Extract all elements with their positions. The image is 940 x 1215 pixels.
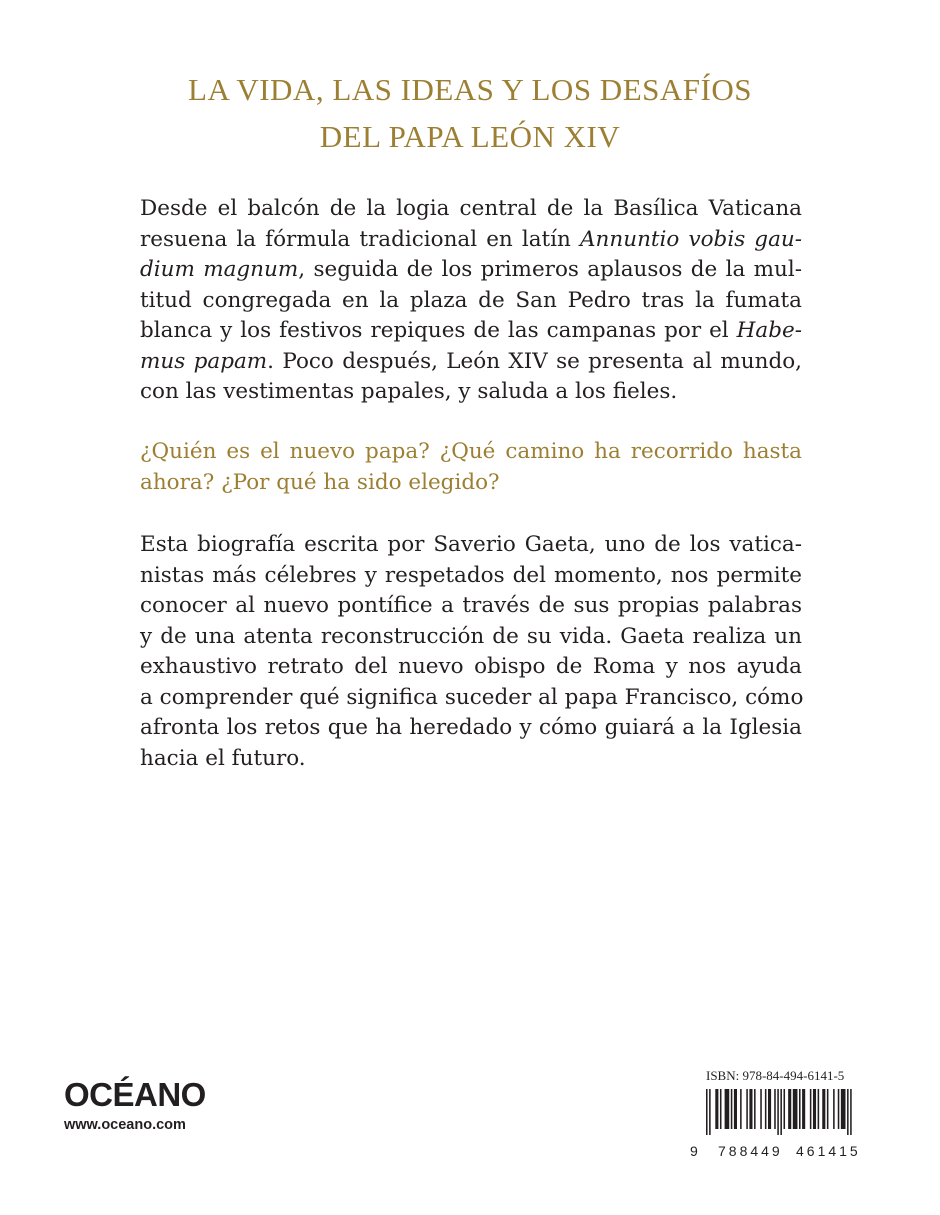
paragraph-line: mus papam. Poco después, León XIV se presenta al mundo, — [140, 348, 802, 374]
barcode-bar — [793, 1089, 798, 1129]
barcode-bar — [813, 1089, 816, 1129]
barcode-bar — [715, 1089, 718, 1129]
barcode-bar — [802, 1089, 805, 1129]
paragraph-line: a comprender qué significa suceder al papa Francisco, cómo — [140, 684, 804, 710]
barcode-bar — [706, 1089, 708, 1135]
barcode-bar — [709, 1089, 711, 1135]
synopsis-questions — [140, 437, 802, 498]
barcode-bar — [777, 1089, 779, 1135]
barcode-bar — [720, 1089, 722, 1129]
isbn-block — [702, 1068, 874, 1135]
barcode-digits-left: 788449 — [718, 1143, 783, 1159]
paragraph-line: afronta los retos que ha heredado y cómo guiará a la Iglesia — [140, 715, 802, 740]
paragraph-line: resuena la fórmula tradicional en latín Annuntio vobis gau- — [140, 226, 803, 252]
paragraph-line: exhaustivo retrato del nuevo obispo de Roma y nos ayuda — [140, 654, 802, 679]
barcode-bar — [768, 1089, 771, 1129]
barcode-bar — [749, 1089, 752, 1129]
paragraph-line: Desde el balcón de la logia central de la Basílica Vaticana — [140, 196, 802, 221]
paragraph-line: titud congregada en la plaza de San Pedro tras la fumata — [140, 287, 802, 313]
barcode-bar — [810, 1089, 812, 1129]
title-line-1: LA VIDA, LAS IDEAS Y LOS DESAFÍOS — [188, 72, 752, 107]
barcode-bar — [827, 1089, 829, 1129]
barcode-bar — [760, 1089, 762, 1129]
paragraph-line: y de una atenta reconstrucción de su vida. Gaeta realiza un — [140, 623, 802, 649]
synopsis-paragraph-3 — [140, 530, 802, 774]
barcode-bar — [754, 1089, 756, 1129]
paragraph-line: ¿Quién es el nuevo papa? ¿Qué camino ha recorrido hasta — [140, 439, 802, 464]
paragraph-line: conocer al nuevo pontífice a través de sus propias palabras — [140, 593, 802, 618]
barcode-digit-first: 9 — [690, 1143, 698, 1159]
barcode-bar — [799, 1089, 801, 1129]
paragraph-line: Esta biografía escrita por Saverio Gaeta, uno de los vatica- — [140, 532, 802, 557]
isbn-label: ISBN: 978-84-494-6141-5 — [706, 1068, 845, 1083]
paragraph-line: dium magnum, seguida de los primeros aplausos de la mul- — [140, 257, 802, 282]
barcode-bar — [822, 1089, 825, 1129]
barcode-bar — [784, 1089, 786, 1129]
barcode-bar — [788, 1089, 791, 1129]
barcode — [702, 1089, 874, 1135]
barcode-bar — [774, 1089, 776, 1129]
barcode-bar — [818, 1089, 820, 1129]
barcode-bar — [731, 1089, 733, 1129]
barcode-bar — [838, 1089, 840, 1129]
barcode-digits-right: 461415 — [796, 1143, 861, 1159]
paragraph-line: nistas más célebres y respetados del momento, nos permite — [140, 562, 802, 588]
barcode-bar — [734, 1089, 737, 1129]
barcode-bar — [850, 1089, 852, 1135]
cover-title — [0, 66, 940, 160]
paragraph-line: ahora? ¿Por qué ha sido elegido? — [140, 469, 500, 495]
publisher-block — [64, 1078, 206, 1134]
barcode-bar — [746, 1089, 748, 1129]
paragraph-line: blanca y los festivos repiques de las campanas por el Habe- — [140, 318, 802, 343]
title-line-2: DEL PAPA LEÓN XIV — [319, 119, 621, 154]
barcode-bar — [725, 1089, 730, 1129]
publisher-url: www.oceano.com — [64, 1117, 186, 1133]
paragraph-line: hacia el futuro. — [140, 745, 306, 771]
barcode-bar — [841, 1089, 846, 1129]
barcode-bar — [740, 1089, 742, 1129]
barcode-bar — [833, 1089, 835, 1129]
publisher-logo: OCÉANO — [64, 1076, 206, 1113]
synopsis-paragraph-1 — [140, 194, 802, 408]
paragraph-line: con las vestimentas papales, y saluda a los fieles. — [140, 379, 678, 404]
barcode-bar — [847, 1089, 849, 1135]
barcode-bar — [765, 1089, 767, 1129]
barcode-bar — [780, 1089, 782, 1135]
